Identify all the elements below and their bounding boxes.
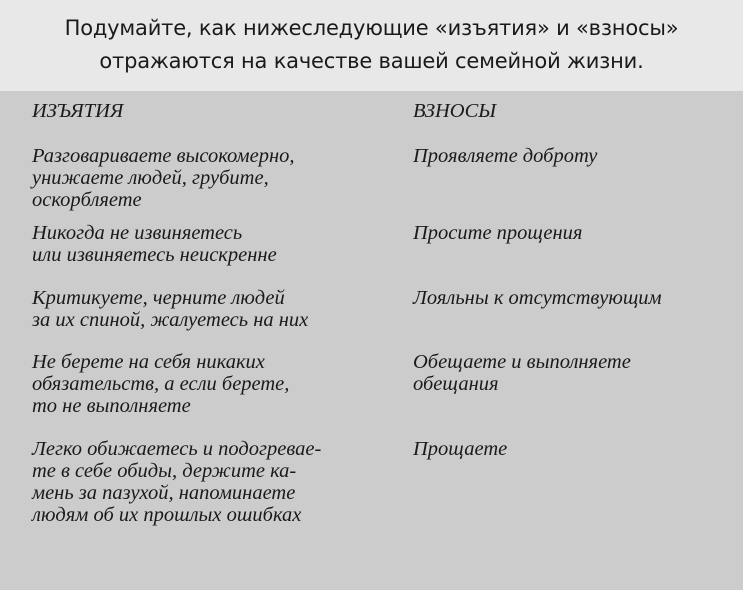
deposit-item: Лояльны к отсутствующим [413,287,662,309]
header-line-2: отражаются на качестве вашей семейной жизни. [99,49,644,73]
withdrawal-item: Разговариваете высокомерно, унижаете людей, грубите, оскорбляете [32,145,295,211]
withdrawal-item: Никогда не извиняетесь или извиняетесь неискренне [32,222,277,266]
deposit-item: Проявляете доброту [413,145,598,167]
deposit-item: Прощаете [413,438,508,460]
withdrawal-item: Критикуете, черните людей за их спиной, жалуетесь на них [32,287,309,331]
header-banner [0,0,743,91]
deposit-item: Обещаете и выполняете обещания [413,351,631,395]
deposit-item: Просите прощения [413,222,583,244]
withdrawals-title: ИЗЪЯТИЯ [32,100,124,122]
withdrawal-item: Не берете на себя никаких обязательств, а если берете, то не выполняете [32,351,290,417]
header-line-1: Подумайте, как нижеследующие «изъятия» и «взносы» [64,16,679,40]
withdrawal-item: Легко обижаетесь и подогревае- те в себе обиды, держите ка- мень за пазухой, напоминаете людям об их прошлых ошибках [32,438,322,526]
deposits-title: ВЗНОСЫ [413,100,497,122]
